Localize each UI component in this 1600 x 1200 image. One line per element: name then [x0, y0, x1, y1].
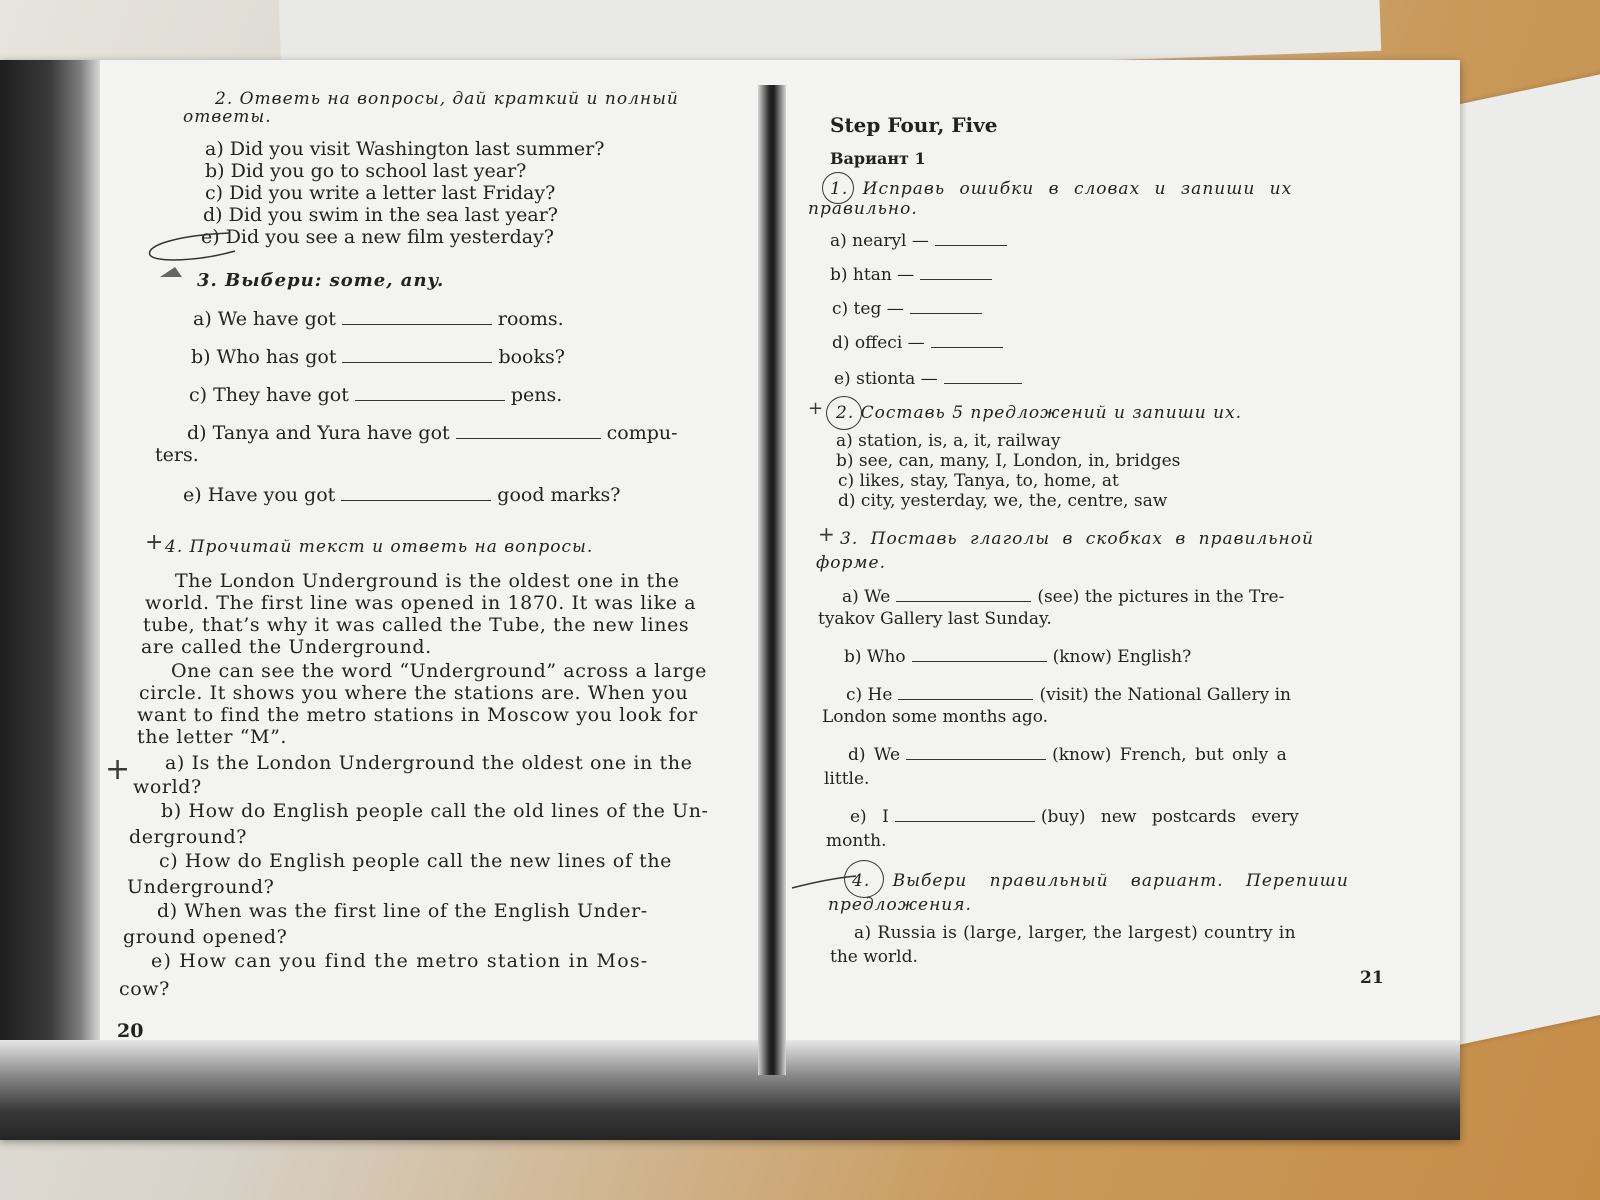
question-item: d) When was the first line of the English Under-: [157, 900, 648, 922]
exercise-4-title: 4. Прочитай текст и ответь на вопросы.: [165, 537, 594, 557]
answer-blank: [935, 231, 1007, 246]
pencil-plus-mark: +: [145, 530, 164, 555]
fill-item: e) Have you got good marks?: [183, 484, 621, 506]
word-set-item: c) likes, stay, Tanya, to, home, at: [838, 471, 1119, 491]
question-item: derground?: [129, 826, 247, 848]
question-item: Underground?: [127, 876, 275, 898]
question-item: c) Did you write a letter last Friday?: [205, 182, 556, 204]
fill-item-cont: little.: [824, 769, 870, 789]
answer-blank: [456, 424, 601, 439]
answer-blank: [896, 587, 1031, 602]
reading-text: circle. It shows you where the stations are. When you: [139, 682, 689, 704]
question-item: cow?: [119, 978, 170, 1000]
answer-blank: [355, 386, 505, 401]
question-item: a) Is the London Underground the oldest one in the: [165, 752, 693, 774]
answer-blank: [895, 807, 1035, 822]
reading-text: are called the Underground.: [141, 636, 432, 658]
question-item: b) Did you go to school last year?: [205, 160, 527, 182]
pencil-plus-mark: +: [105, 752, 131, 787]
fill-item: a) We have got rooms.: [193, 308, 564, 330]
pencil-plus-mark: +: [808, 398, 824, 419]
question-item: a) Did you visit Washington last summer?: [205, 138, 605, 160]
answer-blank: [920, 265, 992, 280]
exercise-1-title-cont: правильно.: [808, 199, 918, 219]
pencil-bracket-mark: [140, 215, 290, 285]
answer-blank: [906, 745, 1046, 760]
answer-blank: [944, 369, 1022, 384]
pencil-stroke-mark: [790, 872, 860, 892]
question-item: c) How do English people call the new lines of the: [159, 850, 673, 872]
word-set-item: a) station, is, a, it, railway: [836, 431, 1061, 451]
answer-blank: [931, 333, 1003, 348]
pencil-circle-mark: [826, 396, 862, 430]
fill-item-cont: ters.: [155, 444, 199, 466]
answer-blank: [342, 348, 492, 363]
question-item: d) Did you swim in the sea last year?: [203, 204, 558, 226]
word-item: e) stionta —: [834, 368, 1028, 390]
question-item: e) Did you see a new film yesterday?: [201, 226, 554, 248]
question-item: b) How do English people call the old lines of the Un-: [161, 800, 709, 822]
question-item: ground opened?: [123, 926, 288, 948]
section-heading: Step Four, Five: [830, 113, 998, 137]
left-page: [105, 80, 735, 1060]
question-item: e) How can you find the metro station in Mos-: [151, 950, 649, 972]
fill-item: c) They have got pens.: [189, 384, 563, 406]
exercise-2-title: 2. Составь 5 предложений и запиши их.: [836, 403, 1243, 423]
choice-item-cont: the world.: [830, 947, 918, 967]
page-number-left: 20: [117, 1020, 144, 1042]
reading-text: One can see the word “Underground” across a large: [171, 660, 707, 682]
fill-item: d) We (know) French, but only a: [848, 745, 1287, 765]
copy-shadow-left: [0, 60, 100, 1120]
variant-label: Вариант 1: [830, 149, 926, 168]
reading-text: the letter “M”.: [137, 726, 288, 748]
fill-item: b) Who has got books?: [191, 346, 565, 368]
fill-item-cont: month.: [826, 831, 887, 851]
fill-item: e) I (buy) new postcards every: [850, 807, 1299, 827]
page-number-right: 21: [1360, 968, 1384, 988]
reading-text: world. The first line was opened in 1870. It was like a: [145, 592, 697, 614]
exercise-3-title-cont: форме.: [816, 553, 886, 573]
exercise-4-title-cont: предложения.: [828, 895, 972, 915]
answer-blank: [341, 486, 491, 501]
word-set-item: b) see, can, many, I, London, in, bridges: [836, 451, 1181, 471]
word-item: d) offeci —: [832, 332, 1009, 354]
answer-blank: [912, 647, 1047, 662]
question-item: world?: [133, 776, 202, 798]
reading-text: The London Underground is the oldest one in the: [175, 570, 680, 592]
word-item: b) htan —: [830, 264, 998, 286]
fill-item: c) He (visit) the National Gallery in: [846, 685, 1292, 705]
answer-blank: [910, 299, 982, 314]
fill-item: a) We (see) the pictures in the Tre-: [842, 587, 1285, 607]
word-set-item: d) city, yesterday, we, the, centre, saw: [838, 491, 1168, 511]
answer-blank: [898, 685, 1033, 700]
fill-item: b) Who (know) English?: [844, 647, 1192, 667]
exercise-2-title: 2. Ответь на вопросы, дай краткий и полный: [215, 89, 679, 109]
pencil-plus-mark: +: [818, 522, 835, 546]
fill-item: d) Tanya and Yura have got compu-: [187, 422, 678, 444]
word-item: a) nearyl —: [830, 230, 1013, 252]
reading-text: want to find the metro stations in Moscow you look for: [137, 704, 698, 726]
answer-blank: [342, 310, 492, 325]
exercise-2-title-cont: ответы.: [183, 107, 272, 127]
exercise-1-title: 1. Исправь ошибки в словах и запиши их: [830, 179, 1293, 199]
exercise-4-title: 4. Выбери правильный вариант. Перепиши: [852, 871, 1349, 891]
exercise-3-title: 3. Поставь глаголы в скобках в правильной: [840, 529, 1314, 549]
reading-text: tube, that’s why it was called the Tube, the new lines: [143, 614, 690, 636]
fill-item-cont: tyakov Gallery last Sunday.: [818, 609, 1052, 629]
book-spine: [758, 85, 786, 1075]
fill-item-cont: London some months ago.: [822, 707, 1049, 727]
choice-item: a) Russia is (large, larger, the largest) country in: [854, 923, 1296, 943]
word-item: c) teg —: [832, 298, 988, 320]
exercise-3-title: 3. Выбери: some, any.: [197, 270, 445, 291]
right-page: [808, 100, 1390, 1000]
